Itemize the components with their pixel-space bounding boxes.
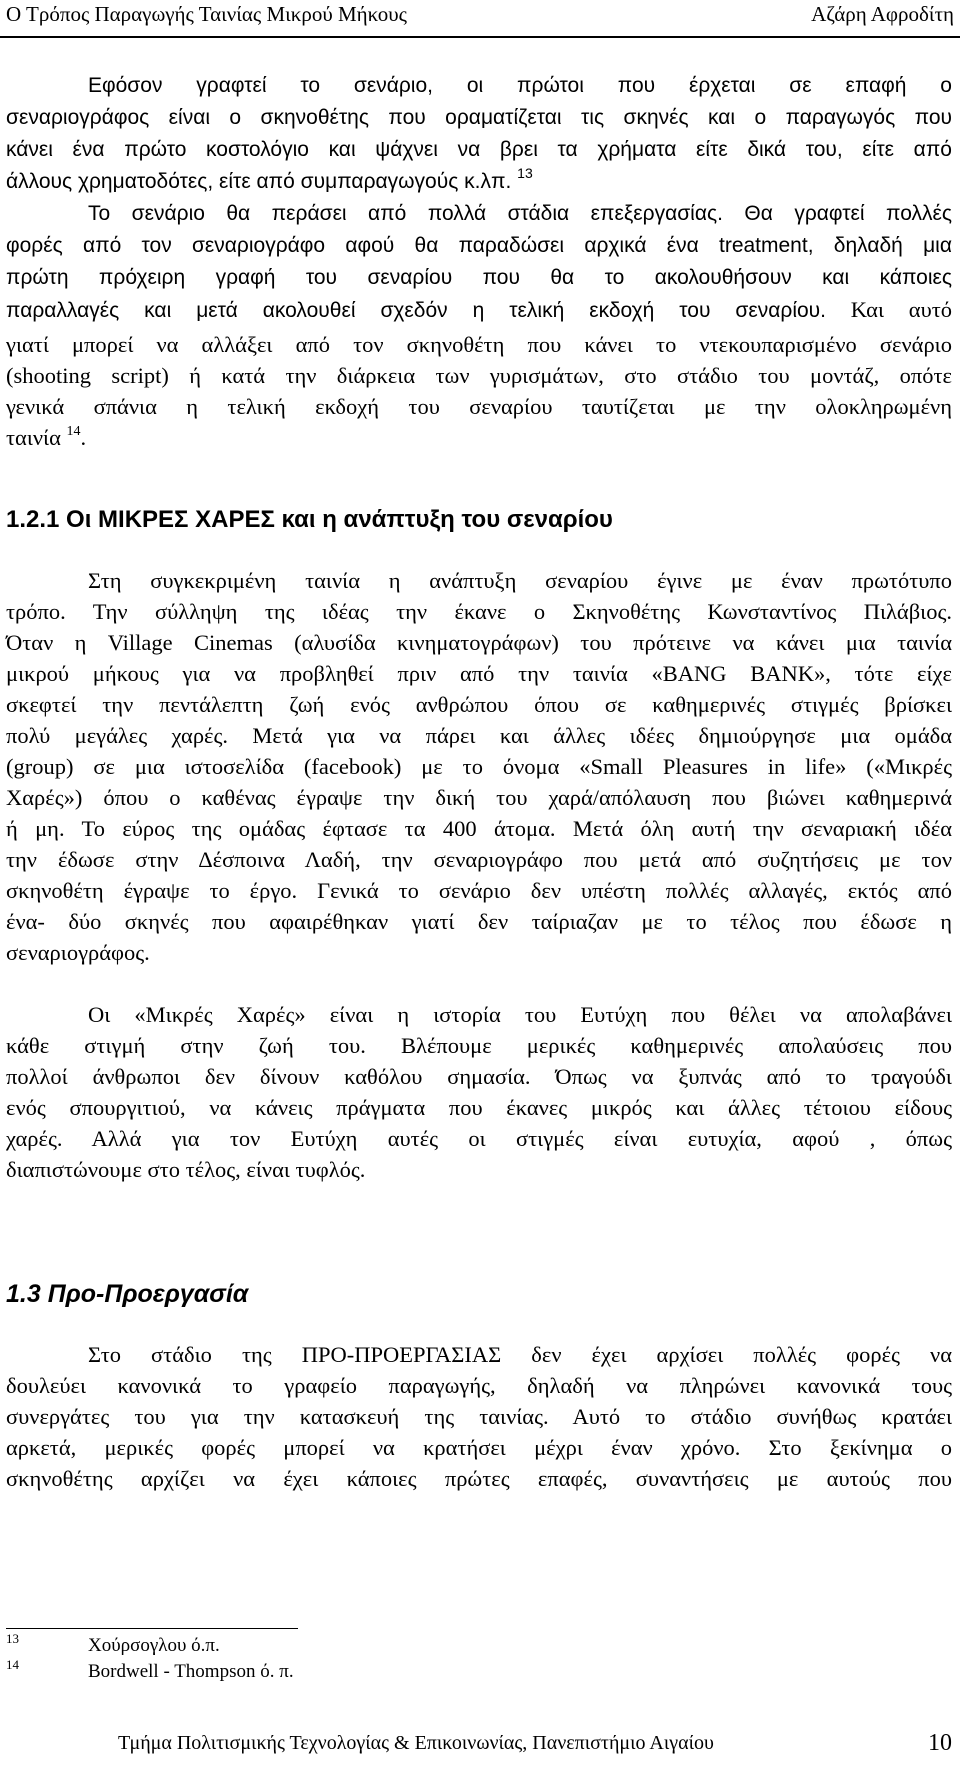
- text-span: ταινία: [6, 425, 61, 450]
- text-line: την έδωσε στην Δέσποινα Λαδή, την σεναριογράφο που μετά από συζητήσεις με τον: [6, 847, 952, 872]
- text-line: χαρές. Αλλά για τον Ευτύχη αυτές οι στιγμές είναι ευτυχία, αφού , όπως: [6, 1126, 952, 1151]
- text-line: Όταν η Village Cinemas (αλυσίδα κινηματογράφων) του πρότεινε να κάνει μια ταινία: [6, 630, 952, 655]
- footnote-ref-14: 14: [66, 424, 81, 439]
- footnote-rule: [6, 1628, 298, 1629]
- header-title: Ο Τρόπος Παραγωγής Ταινίας Μικρού Μήκους: [6, 2, 407, 26]
- footnotes: [6, 1628, 952, 1687]
- text-line: αρκετά, μερικές φορές μπορεί να κρατήσει μέχρι έναν χρόνο. Στο ξεκίνημα ο: [6, 1435, 952, 1460]
- text-line: σεναριογράφος.: [6, 940, 150, 965]
- text-line: μικρού μήκους για να προβληθεί πριν από την ταινία «BANG BANK», τότε είχε: [6, 661, 952, 686]
- footnote-ref-13: 13: [517, 165, 533, 181]
- text-line: σκηνοθέτης αρχίζει να έχει κάποιες πρώτες επαφές, συναντήσεις με αυτούς που: [6, 1466, 952, 1491]
- header-rule: [0, 36, 960, 38]
- text-line: (shooting script) ή κατά την διάρκεια των γυρισμάτων, στο στάδιο του μοντάζ, οπότε: [6, 363, 952, 388]
- text-line: κάνει ένα πρώτο κοστολόγιο και ψάχνει να βρει τα χρήματα είτε δικά του, είτε από: [6, 138, 952, 161]
- text-line: φορές από τον σεναριογράφο αφού θα παραδώσει αρχικά ένα treatment, δηλαδή μια: [6, 234, 952, 257]
- footnote-number: 13: [6, 1631, 19, 1646]
- text-line: Οι «Μικρές Χαρές» είναι η ιστορία του Ευτύχη που θέλει να απολαβάνει: [88, 1002, 952, 1027]
- paragraph-2: [6, 198, 952, 453]
- spacer: [6, 453, 952, 503]
- text-line: ενός σπουργιτιού, να κάνεις πράγματα που έκανες μικρός και άλλες τέτοιου είδους: [6, 1095, 952, 1120]
- text-line: κάθε στιγμή στην ζωή του. Βλέπουμε μερικές καθημερινές απολαύσεις που: [6, 1033, 952, 1058]
- footnote-number: 14: [6, 1657, 19, 1672]
- text-line: συνεργάτες του για την κατασκευή της ταινίας. Αυτό το στάδιο συνήθως κρατάει: [6, 1404, 952, 1429]
- text-line: γενικά σπάνια η τελική εκδοχή του σεναρίου ταυτίζεται με την ολοκληρωμένη: [6, 394, 952, 419]
- text-line: πρώτη πρόχειρη γραφή του σεναρίου που θα το ακολουθήσουν και κάποιες: [6, 266, 952, 289]
- text-span: Το σενάριο θα περάσει από πολλά στάδια επεξεργασίας.: [88, 202, 723, 225]
- page-number: 10: [928, 1730, 952, 1756]
- page-footer: [0, 1726, 960, 1766]
- header-author: Αζάρη Αφροδίτη: [811, 2, 954, 26]
- footer-institution: Τμήμα Πολιτισμικής Τεχνολογίας & Επικοινωνίας, Πανεπιστήμιο Αιγαίου: [118, 1732, 714, 1754]
- text-span: Θα γραφτεί πολλές: [722, 202, 952, 225]
- text-span: Και αυτό: [826, 297, 953, 322]
- text-line: [6, 198, 952, 230]
- paragraph-1: [6, 70, 952, 198]
- text-line: σκηνοθέτη έγραψε το έργο. Γενικά το σενάριο δεν υπέστη πολλές αλλαγές, εκτός από: [6, 878, 952, 903]
- text-line: σκεφτεί την πεντάλεπτη ζωή ενός ανθρώπου όπου σε καθημερινές στιγμές βρίσκει: [6, 692, 952, 717]
- section-heading-1-3: 1.3 Προ-Προεργασία: [6, 1280, 249, 1308]
- paragraph-4: [6, 999, 952, 1185]
- text-line: τρόπο. Την σύλληψη της ιδέας την έκανε ο Σκηνοθέτης Κωνσταντίνος Πιλάβιος.: [6, 599, 952, 624]
- text-line: γιατί μπορεί να αλλάξει από τον σκηνοθέτη που κάνει το ντεκουπαρισμένο σενάριο: [6, 332, 952, 357]
- text-line: ένα- δύο σκηνές που αφαιρέθηκαν γιατί δεν ταίριαζαν με το τέλος που έδωσε η: [6, 909, 952, 934]
- text-line: Στη συγκεκριμένη ταινία η ανάπτυξη σεναρίου έγινε με έναν πρωτότυπο: [88, 568, 952, 593]
- footnote-text: Χούρσογλου ό.π.: [88, 1635, 220, 1656]
- paragraph-5: [6, 1339, 952, 1494]
- page-body: [6, 70, 952, 1494]
- text-line: δουλεύει κανονικά το γραφείο παραγωγής, δηλαδή να πληρώνει κανονικά τους: [6, 1373, 952, 1398]
- text-line: πολλοί άνθρωποι δεν δίνουν καθόλου σημασία. Όπως να ξυπνάς από το τραγούδι: [6, 1064, 952, 1089]
- text-line: πολύ μεγάλες χαρές. Μετά για να πάρει και άλλες ιδέες δημιούργησε μια ομάδα: [6, 723, 952, 748]
- text-span: άλλους χρηματοδότες, είτε από συμπαραγωγούς κ.λπ.: [6, 170, 512, 193]
- text-line: σεναριογράφος είναι ο σκηνοθέτης που οραματίζεται τις σκηνές και ο παραγωγός που: [6, 106, 952, 129]
- text-line: (group) σε μια ιστοσελίδα (facebook) με το όνομα «Small Pleasures in life» («Μικρές: [6, 754, 952, 779]
- text-line: [6, 422, 952, 453]
- text-span: .: [80, 425, 87, 450]
- text-line: Χαρές») όπου ο καθένας έγραψε την δική του χαρά/απόλαυση που βιώνει καθημερινά: [6, 785, 952, 810]
- spacer: [6, 537, 952, 565]
- spacer: [6, 1311, 952, 1339]
- text-span: παραλλαγές και μετά ακολουθεί σχεδόν η τελική εκδοχή του σεναρίου.: [6, 299, 827, 322]
- text-line: διαπιστώνουμε στο τέλος, είναι τυφλός.: [6, 1157, 366, 1182]
- page-header: [0, 0, 960, 40]
- text-line: Στο στάδιο της ΠΡΟ-ΠΡΟΕΡΓΑΣΙΑΣ δεν έχει αρχίσει πολλές φορές να: [88, 1342, 952, 1367]
- spacer: [6, 1185, 952, 1277]
- footnote-13: [6, 1631, 952, 1661]
- paragraph-3: [6, 565, 952, 968]
- footnote-text: Bordwell - Thompson ό. π.: [88, 1661, 294, 1682]
- footnote-14: [6, 1657, 952, 1687]
- text-line: ή μη. Το εύρος της ομάδας έφτασε τα 400 άτομα. Μετά όλη αυτή την σεναριακή ιδέα: [6, 816, 952, 841]
- section-heading-1-2-1: 1.2.1 Οι ΜΙΚΡΕΣ ΧΑΡΕΣ και η ανάπτυξη του σεναρίου: [6, 506, 613, 533]
- spacer: [6, 968, 952, 999]
- text-line: [6, 294, 952, 329]
- text-line: [6, 166, 952, 198]
- text-line: Εφόσον γραφτεί το σενάριο, οι πρώτοι που έρχεται σε επαφή ο: [88, 74, 952, 97]
